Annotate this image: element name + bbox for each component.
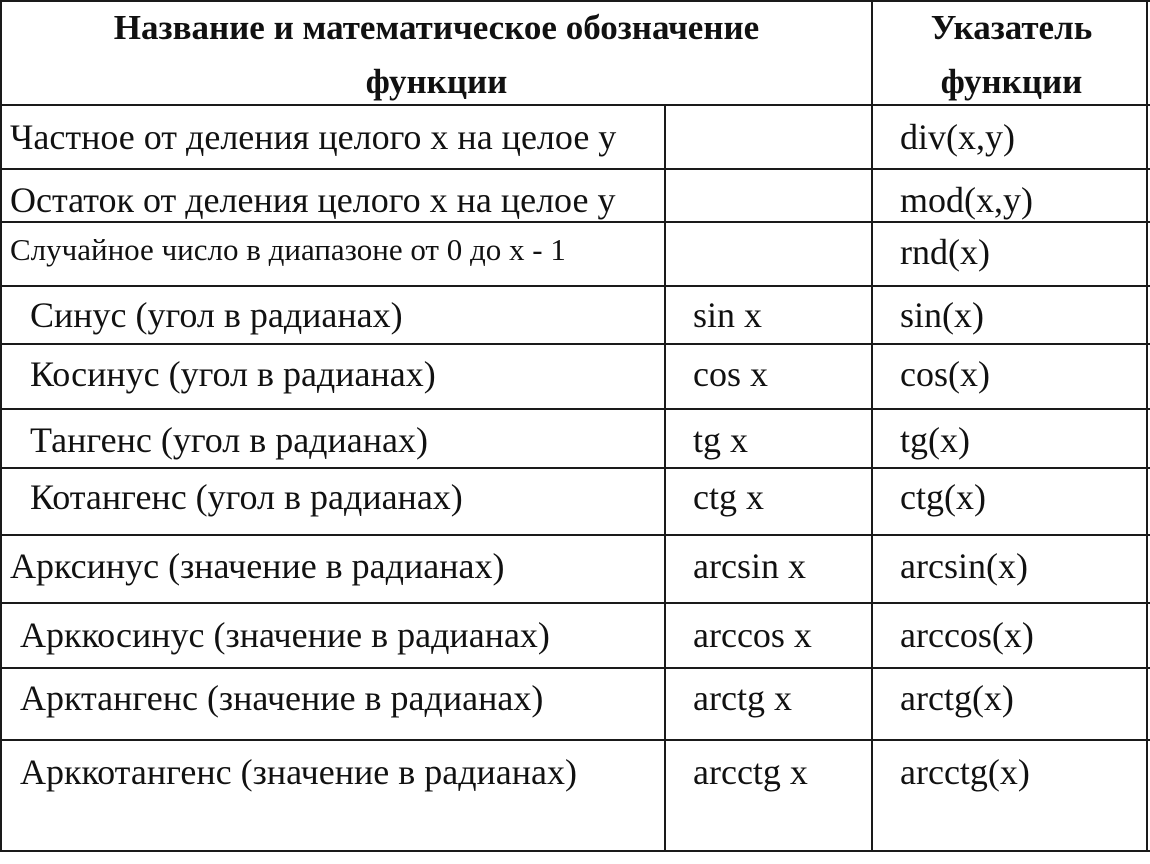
row-divider	[0, 408, 1150, 410]
header-name-line2: функции	[365, 62, 508, 101]
header-pointer-column	[873, 0, 1150, 110]
row-notation: tg x	[693, 420, 749, 460]
table-border-bottom	[0, 850, 1150, 852]
header-name-line1: Название и математическое обозначение	[113, 8, 760, 47]
row-name: Арккосинус (значение в радианах)	[20, 615, 550, 655]
row-pointer: div(x,y)	[900, 117, 1015, 157]
row-pointer: tg(x)	[900, 420, 970, 460]
row-name: Арктангенс (значение в радианах)	[20, 678, 544, 718]
header-pointer-line2: функции	[940, 62, 1083, 101]
row-name: Остаток от деления целого x на целое y	[10, 180, 616, 220]
row-pointer: arctg(x)	[900, 678, 1014, 718]
table-border-top	[0, 0, 1150, 2]
row-pointer: arcsin(x)	[900, 546, 1028, 586]
row-name: Арккотангенс (значение в радианах)	[20, 752, 577, 792]
row-name: Частное от деления целого x на целое y	[10, 117, 617, 157]
row-pointer: ctg(x)	[900, 477, 986, 517]
row-name: Косинус (угол в радианах)	[30, 354, 436, 394]
row-name: Котангенс (угол в радианах)	[30, 477, 463, 517]
row-divider	[0, 602, 1150, 604]
row-divider	[0, 343, 1150, 345]
row-divider	[0, 667, 1150, 669]
row-notation: arcsin x	[693, 546, 806, 586]
header-name-column	[0, 0, 873, 110]
row-name: Арксинус (значение в радианах)	[10, 546, 505, 586]
row-divider	[0, 467, 1150, 469]
row-name: Синус (угол в радианах)	[30, 295, 403, 335]
row-notation: cos x	[693, 354, 768, 394]
row-divider	[0, 168, 1150, 170]
header-pointer-line1: Указатель	[930, 8, 1093, 47]
table-border-left	[0, 0, 2, 852]
row-divider	[0, 285, 1150, 287]
column-divider-pointer	[871, 0, 873, 852]
row-divider	[0, 221, 1150, 223]
row-divider	[0, 104, 1150, 106]
row-pointer: cos(x)	[900, 354, 990, 394]
row-notation: ctg x	[693, 477, 764, 517]
row-notation: arccos x	[693, 615, 812, 655]
row-name: Тангенс (угол в радианах)	[30, 420, 428, 460]
row-notation: arcctg x	[693, 752, 808, 792]
row-notation: sin x	[693, 295, 763, 335]
row-name: Случайное число в диапазоне от 0 до x - 1	[10, 232, 566, 267]
row-pointer: arcctg(x)	[900, 752, 1030, 792]
row-pointer: sin(x)	[900, 295, 984, 335]
row-pointer: arccos(x)	[900, 615, 1034, 655]
row-pointer: mod(x,y)	[900, 180, 1033, 220]
row-pointer: rnd(x)	[900, 232, 990, 272]
table-border-right	[1146, 0, 1148, 852]
row-divider	[0, 534, 1150, 536]
row-divider	[0, 739, 1150, 741]
row-notation: arctg x	[693, 678, 792, 718]
